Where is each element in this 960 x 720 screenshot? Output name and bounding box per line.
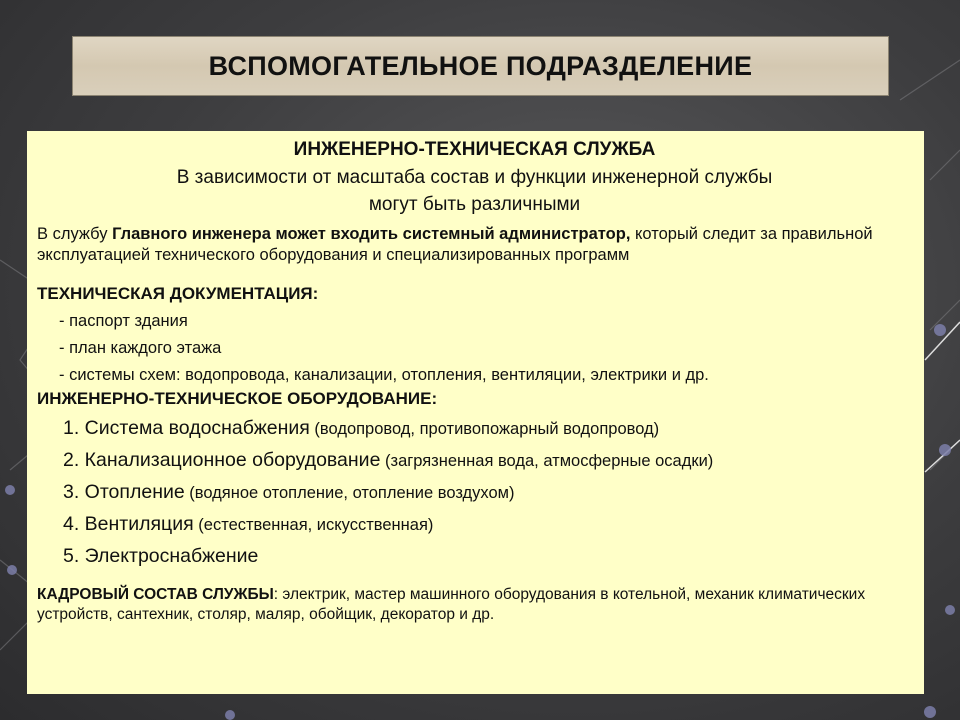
equipment-item-main: 3. Отопление (63, 481, 185, 503)
admin-paragraph (37, 224, 912, 266)
title-banner (72, 36, 889, 96)
list-item: - план каждого этажа (59, 339, 222, 357)
equipment-item-main: 1. Система водоснабжения (63, 417, 310, 439)
list-item (63, 413, 912, 445)
page-title: ВСПОМОГАТЕЛЬНОЕ ПОДРАЗДЕЛЕНИЕ (208, 50, 753, 81)
service-description-line1: В зависимости от масштаба состав и функции инженерной службы (176, 167, 773, 188)
list-item: - системы схем: водопровода, канализации, отопления, вентиляции, электрики и др. (59, 366, 709, 384)
admin-bold-text: Главного инженера может входить системный администратор, (112, 225, 631, 243)
list-item (63, 445, 912, 477)
admin-rest: который следит за правильной эксплуатацией технического оборудования и специализированных программ (37, 225, 873, 264)
documentation-heading: ТЕХНИЧЕСКАЯ ДОКУМЕНТАЦИЯ: (37, 284, 319, 303)
equipment-item-detail: (водопровод, противопожарный водопровод) (309, 420, 660, 438)
equipment-item-detail: (естественная, искусственная) (193, 516, 434, 534)
list-item (63, 541, 912, 573)
service-description-line2: могут быть различными (368, 194, 581, 215)
equipment-item-main: 5. Электроснабжение (63, 545, 259, 567)
content-panel (27, 131, 924, 694)
service-title: ИНЖЕНЕРНО-ТЕХНИЧЕСКАЯ СЛУЖБА (293, 139, 656, 160)
equipment-item-detail: (загрязненная вода, атмосферные осадки) (380, 452, 714, 470)
equipment-heading: ИНЖЕНЕРНО-ТЕХНИЧЕСКОЕ ОБОРУДОВАНИЕ: (37, 389, 438, 408)
list-item (63, 477, 912, 509)
staff-rest: : электрик, мастер машинного оборудования в котельной, механик климатических устройств, сантехник, столяр, маляр, обойщик, декоратор и др. (37, 586, 866, 623)
staff-bold-text: КАДРОВЫЙ СОСТАВ СЛУЖБЫ (37, 586, 274, 603)
admin-prefix: В службу (37, 225, 113, 243)
equipment-list (63, 413, 912, 573)
equipment-item-main: 2. Канализационное оборудование (63, 449, 381, 471)
list-item: - паспорт здания (59, 312, 188, 330)
list-item (63, 509, 912, 541)
equipment-item-main: 4. Вентиляция (63, 513, 194, 535)
staff-paragraph (37, 585, 912, 625)
documentation-list (59, 308, 912, 389)
equipment-item-detail: (водяное отопление, отопление воздухом) (184, 484, 515, 502)
service-description (37, 164, 912, 218)
